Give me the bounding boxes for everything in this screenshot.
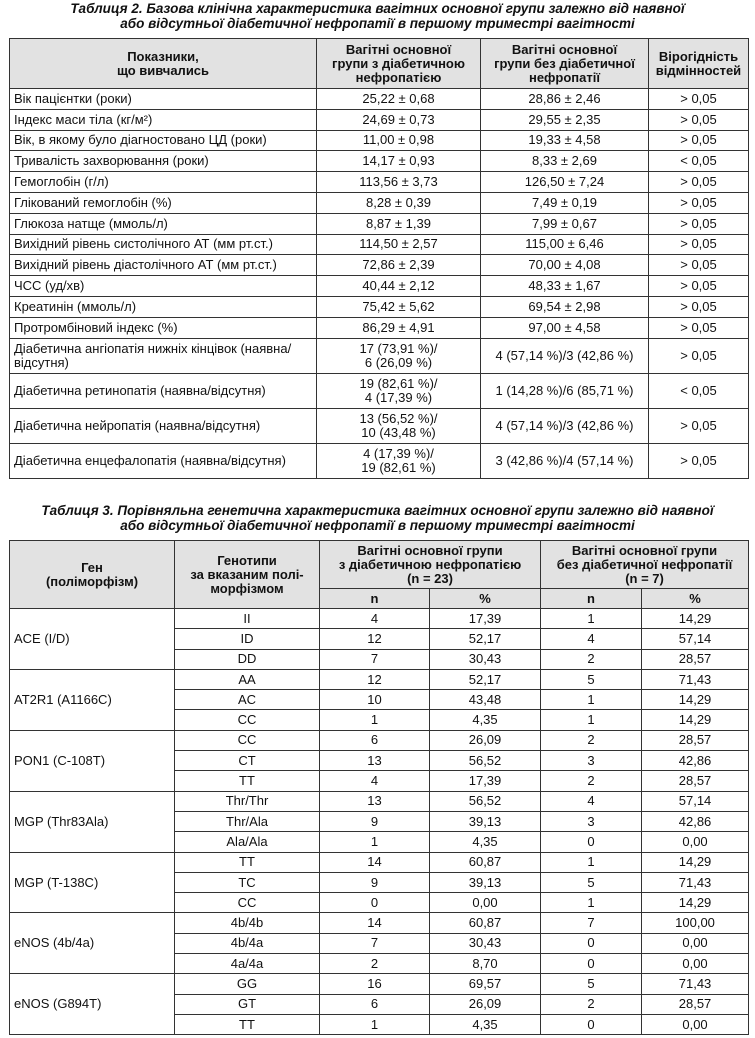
value-cell: > 0,05 <box>649 338 749 373</box>
value-cell: 2 <box>541 994 642 1014</box>
value-cell: > 0,05 <box>649 213 749 234</box>
value-cell: 0 <box>541 954 642 974</box>
value-cell: 71,43 <box>642 974 749 994</box>
value-cell: 7 <box>541 913 642 933</box>
value-cell: 114,50 ± 2,57 <box>317 234 481 255</box>
genotype-cell: CC <box>175 893 320 913</box>
value-cell: 0 <box>541 832 642 852</box>
value-cell: 3 <box>541 811 642 831</box>
value-cell: 25,22 ± 0,68 <box>317 89 481 110</box>
value-cell: 14,29 <box>642 690 749 710</box>
table-row <box>10 730 749 750</box>
table-row <box>10 974 749 994</box>
value-cell: > 0,05 <box>649 109 749 130</box>
genotype-cell: ID <box>175 629 320 649</box>
table-row <box>10 255 749 276</box>
table-row <box>10 373 749 408</box>
value-cell: 57,14 <box>642 629 749 649</box>
indicator-name: Глікований гемоглобін (%) <box>10 192 317 213</box>
value-cell: 7 <box>320 933 430 953</box>
table2-header-cell: Вірогідність відмінностей <box>649 39 749 89</box>
value-cell: 17,39 <box>430 771 541 791</box>
value-cell: 2 <box>541 649 642 669</box>
table-row <box>10 172 749 193</box>
indicator-name: Глюкоза натще (ммоль/л) <box>10 213 317 234</box>
value-cell: 11,00 ± 0,98 <box>317 130 481 151</box>
value-cell: 1 <box>541 710 642 730</box>
value-cell: 113,56 ± 3,73 <box>317 172 481 193</box>
value-cell: 52,17 <box>430 629 541 649</box>
table2-header-cell: Вагітні основної групи без діабетичної нефропатії <box>481 39 649 89</box>
value-cell: 1 <box>320 710 430 730</box>
table-row <box>10 89 749 110</box>
genotype-cell: Ala/Ala <box>175 832 320 852</box>
indicator-name: Тривалість захворювання (роки) <box>10 151 317 172</box>
value-cell: 71,43 <box>642 669 749 689</box>
value-cell: 0 <box>541 1014 642 1034</box>
table2-caption-line1: Таблиця 2. Базова клінічна характеристика вагітних основної групи залежно від наявної <box>70 1 685 16</box>
value-cell: 3 (42,86 %)/4 (57,14 %) <box>481 443 649 478</box>
value-cell: 40,44 ± 2,12 <box>317 276 481 297</box>
value-cell: 19,33 ± 4,58 <box>481 130 649 151</box>
value-cell: 8,28 ± 0,39 <box>317 192 481 213</box>
table2-caption <box>0 1 755 31</box>
value-cell: 1 <box>320 832 430 852</box>
value-cell: 71,43 <box>642 872 749 892</box>
value-cell: 4 (57,14 %)/3 (42,86 %) <box>481 408 649 443</box>
value-cell: 14,29 <box>642 893 749 913</box>
table-row <box>10 669 749 689</box>
value-cell: 9 <box>320 811 430 831</box>
indicator-name: Протромбіновий індекс (%) <box>10 317 317 338</box>
value-cell: 8,87 ± 1,39 <box>317 213 481 234</box>
value-cell: 17,39 <box>430 609 541 629</box>
value-cell: 19 (82,61 %)/ 4 (17,39 %) <box>317 373 481 408</box>
value-cell: > 0,05 <box>649 192 749 213</box>
genotype-cell: TT <box>175 771 320 791</box>
value-cell: > 0,05 <box>649 255 749 276</box>
value-cell: > 0,05 <box>649 317 749 338</box>
value-cell: 1 (14,28 %)/6 (85,71 %) <box>481 373 649 408</box>
table-row <box>10 234 749 255</box>
genotype-cell: AA <box>175 669 320 689</box>
value-cell: 12 <box>320 669 430 689</box>
indicator-name: ЧСС (уд/хв) <box>10 276 317 297</box>
value-cell: 72,86 ± 2,39 <box>317 255 481 276</box>
value-cell: 24,69 ± 0,73 <box>317 109 481 130</box>
value-cell: 0,00 <box>642 933 749 953</box>
value-cell: 30,43 <box>430 933 541 953</box>
value-cell: 0,00 <box>642 1014 749 1034</box>
value-cell: 0 <box>320 893 430 913</box>
value-cell: 7,49 ± 0,19 <box>481 192 649 213</box>
value-cell: 1 <box>541 609 642 629</box>
value-cell: 4 <box>320 771 430 791</box>
value-cell: > 0,05 <box>649 443 749 478</box>
genotype-cell: TC <box>175 872 320 892</box>
value-cell: 4 <box>541 629 642 649</box>
indicator-name: Діабетична ретинопатія (наявна/відсутня) <box>10 373 317 408</box>
value-cell: 100,00 <box>642 913 749 933</box>
value-cell: 14,29 <box>642 852 749 872</box>
value-cell: 126,50 ± 7,24 <box>481 172 649 193</box>
value-cell: 48,33 ± 1,67 <box>481 276 649 297</box>
value-cell: 6 <box>320 730 430 750</box>
genotype-cell: CC <box>175 710 320 730</box>
value-cell: > 0,05 <box>649 89 749 110</box>
gene-name: eNOS (G894T) <box>10 974 175 1035</box>
indicator-name: Діабетична енцефалопатія (наявна/відсутня) <box>10 443 317 478</box>
genotype-cell: TT <box>175 852 320 872</box>
genotype-cell: Thr/Thr <box>175 791 320 811</box>
gene-name: eNOS (4b/4a) <box>10 913 175 974</box>
value-cell: 5 <box>541 974 642 994</box>
value-cell: 14 <box>320 852 430 872</box>
gene-name: MGP (Thr83Ala) <box>10 791 175 852</box>
value-cell: > 0,05 <box>649 234 749 255</box>
table2-body <box>10 89 749 479</box>
genotype-cell: GT <box>175 994 320 1014</box>
value-cell: > 0,05 <box>649 296 749 317</box>
value-cell: 0,00 <box>642 954 749 974</box>
table-row <box>10 408 749 443</box>
subheader-cell: % <box>642 589 749 609</box>
value-cell: 60,87 <box>430 913 541 933</box>
group-without-nephropathy-header: Вагітні основної групи без діабетичної нефропатії (n = 7) <box>541 541 749 589</box>
gene-header: Ген (поліморфізм) <box>10 541 175 609</box>
value-cell: 5 <box>541 872 642 892</box>
genotype-cell: 4b/4b <box>175 913 320 933</box>
genotype-cell: Thr/Ala <box>175 811 320 831</box>
genotype-cell: CT <box>175 751 320 771</box>
value-cell: 39,13 <box>430 811 541 831</box>
value-cell: 5 <box>541 669 642 689</box>
genotype-cell: CC <box>175 730 320 750</box>
value-cell: 28,57 <box>642 994 749 1014</box>
value-cell: 56,52 <box>430 791 541 811</box>
value-cell: 14 <box>320 913 430 933</box>
value-cell: 1 <box>541 852 642 872</box>
table-row <box>10 338 749 373</box>
indicator-name: Вік, в якому було діагностовано ЦД (роки) <box>10 130 317 151</box>
value-cell: 75,42 ± 5,62 <box>317 296 481 317</box>
indicator-name: Креатинін (ммоль/л) <box>10 296 317 317</box>
indicator-name: Індекс маси тіла (кг/м²) <box>10 109 317 130</box>
value-cell: 8,33 ± 2,69 <box>481 151 649 172</box>
value-cell: 29,55 ± 2,35 <box>481 109 649 130</box>
table-row <box>10 213 749 234</box>
value-cell: 28,57 <box>642 771 749 791</box>
value-cell: 8,70 <box>430 954 541 974</box>
value-cell: 4,35 <box>430 710 541 730</box>
value-cell: 2 <box>541 730 642 750</box>
table3-body <box>10 609 749 1035</box>
value-cell: 2 <box>320 954 430 974</box>
value-cell: 39,13 <box>430 872 541 892</box>
table2-header-row <box>10 39 749 89</box>
table2-header-cell: Вагітні основної групи з діабетичною нефропатією <box>317 39 481 89</box>
value-cell: 97,00 ± 4,58 <box>481 317 649 338</box>
value-cell: 0,00 <box>642 832 749 852</box>
value-cell: 4 <box>541 791 642 811</box>
value-cell: 43,48 <box>430 690 541 710</box>
genotype-cell: 4a/4a <box>175 954 320 974</box>
table3-header-row <box>10 541 749 589</box>
value-cell: 14,29 <box>642 609 749 629</box>
value-cell: 7 <box>320 649 430 669</box>
genotype-cell: DD <box>175 649 320 669</box>
value-cell: 13 <box>320 751 430 771</box>
value-cell: 115,00 ± 6,46 <box>481 234 649 255</box>
value-cell: 3 <box>541 751 642 771</box>
value-cell: 17 (73,91 %)/ 6 (26,09 %) <box>317 338 481 373</box>
table-row <box>10 317 749 338</box>
subheader-cell: n <box>320 589 430 609</box>
value-cell: 2 <box>541 771 642 791</box>
value-cell: > 0,05 <box>649 172 749 193</box>
indicator-name: Гемоглобін (г/л) <box>10 172 317 193</box>
table-row <box>10 852 749 872</box>
genetic-characteristics-table <box>9 540 749 1035</box>
table-row <box>10 151 749 172</box>
value-cell: 0,00 <box>430 893 541 913</box>
value-cell: 42,86 <box>642 751 749 771</box>
table2-caption-line2: або відсутньої діабетичної нефропатії в першому триместрі вагітності <box>120 16 635 31</box>
indicator-name: Вихідний рівень систолічного АТ (мм рт.ст.) <box>10 234 317 255</box>
genotype-cell: AC <box>175 690 320 710</box>
table-row <box>10 192 749 213</box>
gene-name: PON1 (C-108T) <box>10 730 175 791</box>
table-row <box>10 130 749 151</box>
clinical-characteristics-table <box>9 38 749 479</box>
value-cell: > 0,05 <box>649 408 749 443</box>
value-cell: 1 <box>320 1014 430 1034</box>
value-cell: 1 <box>541 893 642 913</box>
genotype-cell: GG <box>175 974 320 994</box>
value-cell: 12 <box>320 629 430 649</box>
value-cell: < 0,05 <box>649 373 749 408</box>
value-cell: 6 <box>320 994 430 1014</box>
value-cell: 4 (17,39 %)/ 19 (82,61 %) <box>317 443 481 478</box>
value-cell: 7,99 ± 0,67 <box>481 213 649 234</box>
value-cell: 28,86 ± 2,46 <box>481 89 649 110</box>
value-cell: 16 <box>320 974 430 994</box>
table-row <box>10 913 749 933</box>
gene-name: AT2R1 (A1166C) <box>10 669 175 730</box>
value-cell: 26,09 <box>430 730 541 750</box>
value-cell: 1 <box>541 690 642 710</box>
table-row <box>10 296 749 317</box>
value-cell: 4 <box>320 609 430 629</box>
value-cell: > 0,05 <box>649 276 749 297</box>
value-cell: 14,29 <box>642 710 749 730</box>
value-cell: 13 (56,52 %)/ 10 (43,48 %) <box>317 408 481 443</box>
gene-name: MGP (T-138C) <box>10 852 175 913</box>
group-with-nephropathy-header: Вагітні основної групи з діабетичною нефропатією (n = 23) <box>320 541 541 589</box>
indicator-name: Діабетична ангіопатія нижніх кінцівок (наявна/відсутня) <box>10 338 317 373</box>
value-cell: 60,87 <box>430 852 541 872</box>
subheader-cell: n <box>541 589 642 609</box>
value-cell: 13 <box>320 791 430 811</box>
genotype-header: Генотипи за вказаним полі- морфізмом <box>175 541 320 609</box>
genotype-cell: TT <box>175 1014 320 1034</box>
table-row <box>10 443 749 478</box>
value-cell: > 0,05 <box>649 130 749 151</box>
value-cell: 56,52 <box>430 751 541 771</box>
table3-caption-line1: Таблиця 3. Порівняльна генетична характеристика вагітних основної групи залежно від наявної <box>41 503 714 518</box>
value-cell: 28,57 <box>642 649 749 669</box>
value-cell: 57,14 <box>642 791 749 811</box>
gene-name: ACE (I/D) <box>10 609 175 670</box>
value-cell: 42,86 <box>642 811 749 831</box>
value-cell: 14,17 ± 0,93 <box>317 151 481 172</box>
value-cell: 52,17 <box>430 669 541 689</box>
table3-caption <box>0 503 755 533</box>
value-cell: < 0,05 <box>649 151 749 172</box>
table3-header <box>10 541 749 609</box>
genotype-cell: II <box>175 609 320 629</box>
value-cell: 86,29 ± 4,91 <box>317 317 481 338</box>
table2-header-cell: Показники, що вивчались <box>10 39 317 89</box>
table-row <box>10 109 749 130</box>
table3-caption-line2: або відсутньої діабетичної нефропатії в першому триместрі вагітності <box>120 518 635 533</box>
subheader-cell: % <box>430 589 541 609</box>
indicator-name: Вік пацієнтки (роки) <box>10 89 317 110</box>
value-cell: 0 <box>541 933 642 953</box>
value-cell: 4,35 <box>430 832 541 852</box>
table-row <box>10 276 749 297</box>
table-row <box>10 609 749 629</box>
genotype-cell: 4b/4a <box>175 933 320 953</box>
value-cell: 69,54 ± 2,98 <box>481 296 649 317</box>
value-cell: 10 <box>320 690 430 710</box>
indicator-name: Вихідний рівень діастолічного АТ (мм рт.ст.) <box>10 255 317 276</box>
value-cell: 9 <box>320 872 430 892</box>
table-row <box>10 791 749 811</box>
value-cell: 30,43 <box>430 649 541 669</box>
value-cell: 69,57 <box>430 974 541 994</box>
value-cell: 26,09 <box>430 994 541 1014</box>
value-cell: 28,57 <box>642 730 749 750</box>
value-cell: 70,00 ± 4,08 <box>481 255 649 276</box>
indicator-name: Діабетична нейропатія (наявна/відсутня) <box>10 408 317 443</box>
value-cell: 4 (57,14 %)/3 (42,86 %) <box>481 338 649 373</box>
value-cell: 4,35 <box>430 1014 541 1034</box>
